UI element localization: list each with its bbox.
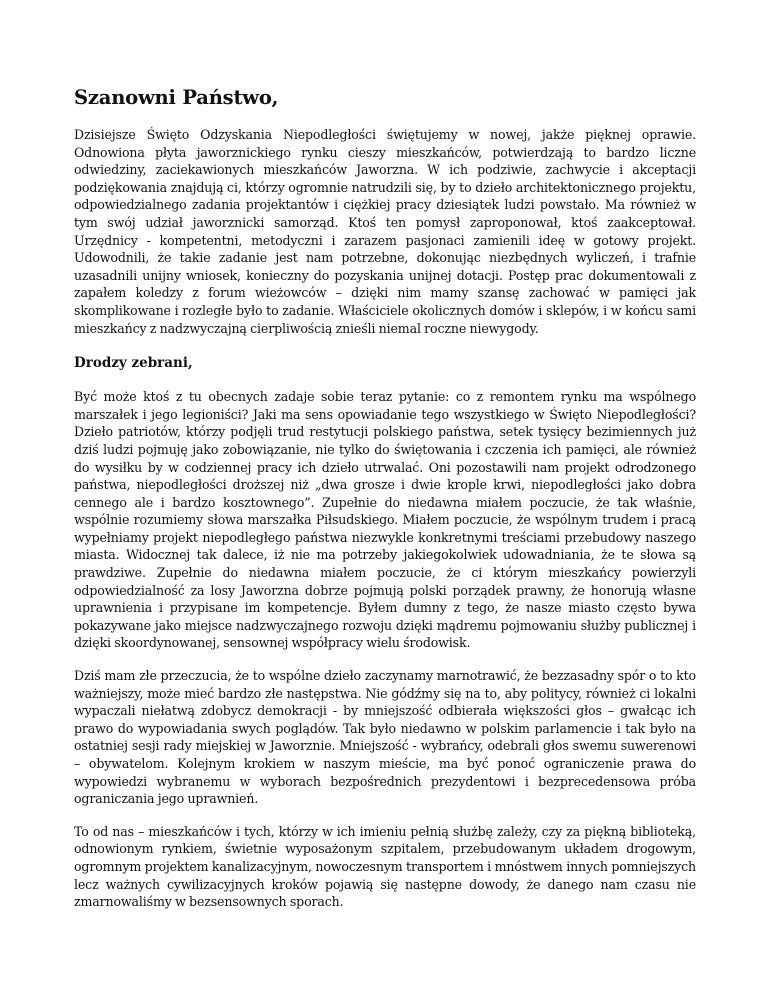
salutation-heading: Szanowni Państwo, bbox=[74, 86, 279, 109]
salutation-subheading: Drodzy zebrani, bbox=[74, 355, 193, 372]
paragraph-3: Dziś mam złe przeczucia, że to wspólne dzieło zaczynamy marnotrawić, że bezzasadny spór o to kto ważniejszy, może mieć bardzo złe następstwa. Nie gódźmy się na to, aby politycy, również ci lokalni wypaczali niełatwą zdobycz demokracji - by mniejszość odbierała większości głos – gwałcąc ich prawo do wypowiadania swych poglądów. Tak było niedawno w polskim parlamencie i tak było na ostatniej sesji rady miejskiej w Jaworznie. Mniejszość - wybrańcy, odebrali głos swemu suwerenowi – obywatelom. Kolejnym krokiem w naszym mieście, ma być ponoć ograniczenie prawa do wypowiedzi wybranemu w wyborach bezpośrednich prezydentowi i bezprecedensowa próba ograniczania jego uprawnień. bbox=[74, 668, 696, 807]
paragraph-1: Dzisiejsze Święto Odzyskania Niepodległości świętujemy w nowej, jakże pięknej oprawie. Odnowiona płyta jaworznickiego rynku cieszy mieszkańców, potwierdzają to bardzo liczne odwiedziny, zaciekawionych mieszkańców Jaworzna. W ich podziwie, zachwycie i akceptacji podziękowania znajdują ci, którzy ogromnie natrudzili się, by to dzieło architektonicznego projektu, odpowiedzialnego zadania projektantów i ciężkiej pracy dziesiątek ludzi powstało. Ma również w tym swój udział jaworznicki samorząd. Ktoś ten pomysł zaproponował, ktoś zaakceptował. Urzędnicy - kompetentni, metodyczni i zarazem pasjonaci zamienili ideę w gotowy projekt. Udowodnili, że takie zadanie jest nam potrzebne, dokonując niezbędnych wyliczeń, i trafnie uzasadnili unijny wniosek, konieczny do pozyskania unijnej dotacji. Postęp prac dokumentowali z zapałem koledzy z forum wieżowców – dzięki nim mamy szansę zachować w pamięci jak skomplikowane i rozległe było to zadanie. Właściciele okolicznych domów i sklepów, i w końcu sami mieszkańcy z nadzwyczajną cierpliwością znieśli niemal roczne niewygody. bbox=[74, 127, 696, 336]
document-page bbox=[74, 86, 696, 926]
paragraph-2: Być może ktoś z tu obecnych zadaje sobie teraz pytanie: co z remontem rynku ma wspólnego marszałek i jego legioniści? Jaki ma sens opowiadanie tego wszystkiego w Święto Niepodległości? Dzieło patriotów, którzy podjęli trud restytucji polskiego państwa, setek tysięcy bezimiennych już dziś ludzi pojmuję jako zobowiązanie, nie tylko do świętowania i czczenia ich pamięci, ale również do wysiłku by w codziennej pracy ich dzieło utrwalać. Oni pozostawili nam projekt odrodzonego państwa, niepodległości droższej niż „dwa grosze i dwie krople krwi, niepodległości jako dobra cennego ale i bardzo kosztownego”. Zupełnie do niedawna miałem poczucie, że tak właśnie, wspólnie rozumiemy słowa marszałka Piłsudskiego. Miałem poczucie, że wspólnym trudem i pracą wypełniamy projekt niepodległego państwa niezwykle konkretnymi treściami przebudowy naszego miasta. Widocznej tak dalece, iż nie ma potrzeby jakiegokolwiek udowadniania, że te słowa są prawdziwe. Zupełnie do niedawna miałem poczucie, że ci którym mieszkańcy powierzyli odpowiedzialność za losy Jaworzna dobrze pojmują polski porządek prawny, że honorują własne uprawnienia i przypisane im kompetencje. Byłem dumny z tego, że nasze miasto często bywa pokazywane jako miejsce nadzwyczajnego rozwoju dzięki mądremu pojmowaniu służby publicznej i dzięki skoordynowanej, sensownej współpracy wielu środowisk. bbox=[74, 389, 696, 651]
paragraph-4: To od nas – mieszkańców i tych, którzy w ich imieniu pełnią służbę zależy, czy za piękną biblioteką, odnowionym rynkiem, świetnie wyposażonym szpitalem, przebudowanym układem drogowym, ogromnym projektem kanalizacyjnym, nowoczesnym transportem i mnóstwem innych pomniejszych lecz ważnych cywilizacyjnych kroków pojawią się następne dowody, że danego nam czasu nie zmarnowaliśmy w bezsensownych sporach. bbox=[74, 823, 696, 910]
